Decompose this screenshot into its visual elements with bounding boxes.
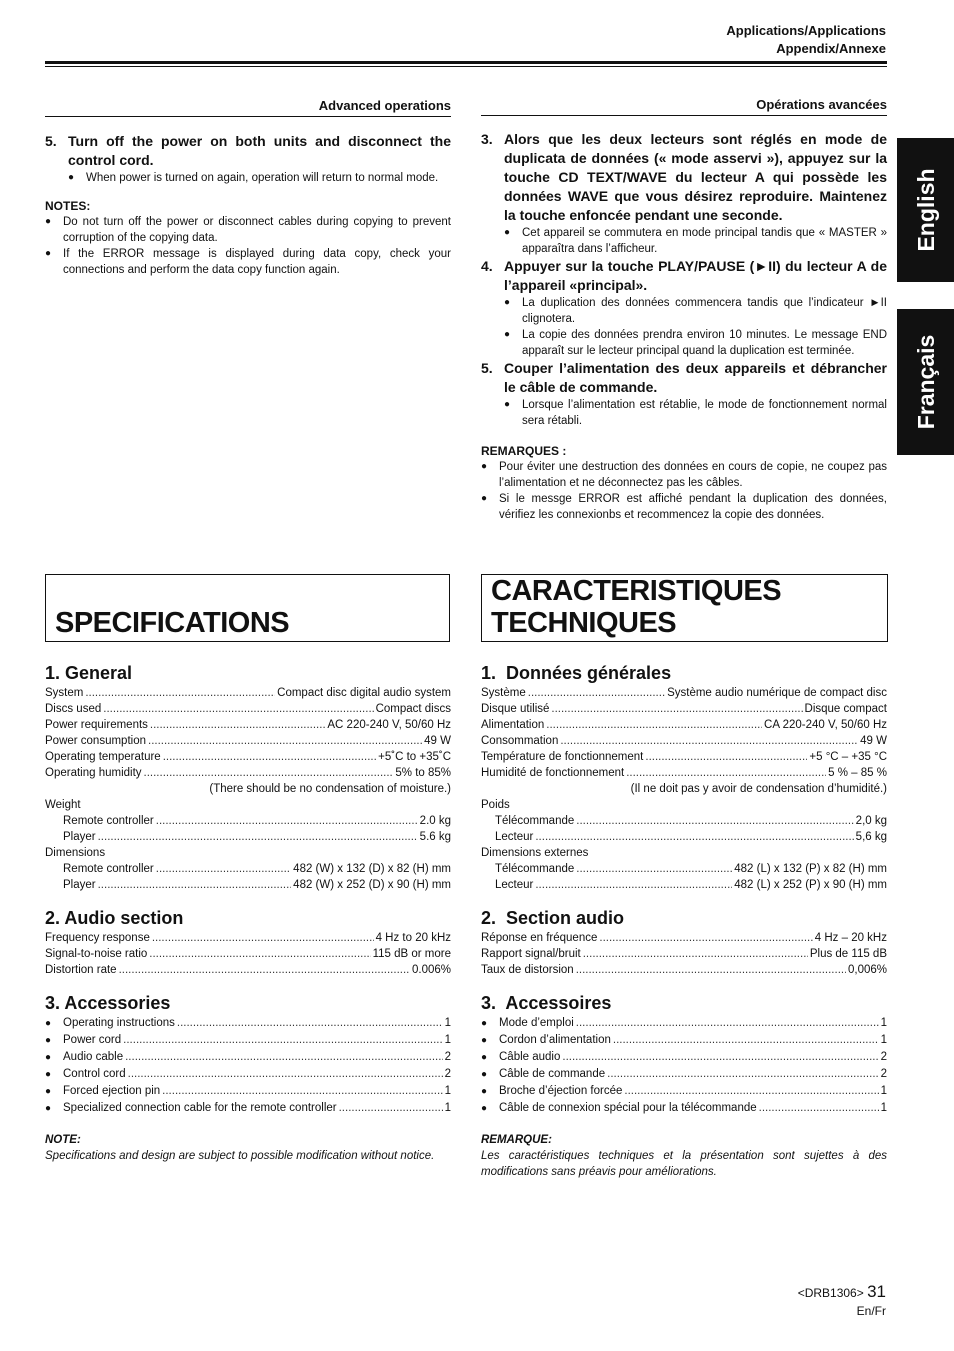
spec-label: Player: [63, 831, 96, 843]
section-title: Opérations avancées: [481, 97, 887, 116]
spec-value: 5,6 kg: [855, 831, 887, 843]
page-number: 31: [867, 1282, 886, 1301]
step-4: [481, 257, 887, 295]
notes-title: NOTES:: [45, 199, 91, 213]
accessory-row: [45, 1015, 451, 1032]
step-text: Alors que les deux lecteurs sont réglés en mode de duplicata de données (« mode asservi »), appuyez sur la touche CD TEXT/WAVE du lecteur A qui possède les données WAVE que vous désirez reproduire. Maintenez la touche enfoncée pendant une seconde.: [504, 131, 887, 223]
bullet-icon: ●: [45, 1052, 52, 1063]
step-bullet: [481, 225, 887, 257]
spec-label: Forced ejection pin: [63, 1085, 161, 1097]
general-title: 1. General: [45, 663, 133, 683]
header-line-1: Applications/Applications: [726, 23, 886, 38]
accessory-row: [481, 1100, 887, 1117]
step-text: Couper l’alimentation des deux appareils et débrancher le câble de commande.: [504, 360, 887, 395]
spec-value: 0.006%: [411, 964, 451, 976]
accessory-row: [45, 1100, 451, 1117]
spec-label: Player: [63, 879, 96, 891]
note-title: NOTE:: [45, 1134, 81, 1146]
bullet-icon: ●: [504, 227, 511, 238]
spec-value: 2.0 kg: [419, 815, 451, 827]
spec-row: [481, 765, 887, 781]
step-number: 5.: [481, 360, 493, 376]
spec-label: Control cord: [63, 1068, 126, 1080]
accessory-row: [481, 1083, 887, 1100]
note-text: If the ERROR message is displayed during data copy, check your connections and perform the data copy function again.: [63, 248, 451, 276]
advanced-operations-fr: [481, 97, 887, 523]
spec-label: Lecteur: [495, 831, 534, 843]
spec-value: 1: [444, 1085, 451, 1097]
spec-label: Réponse en fréquence: [481, 932, 598, 944]
step-text: Appuyer sur la touche PLAY/PAUSE (►II) du lecteur A de l’appareil «principal».: [504, 258, 887, 293]
spec-value: 2: [880, 1068, 887, 1080]
step-bullet: [45, 170, 451, 186]
spec-label: Câble de commande: [499, 1068, 606, 1080]
bullet-icon: ●: [481, 1052, 488, 1063]
remarque-title: REMARQUE:: [481, 1134, 552, 1146]
step-5: [481, 359, 887, 397]
spec-value: 4 Hz to 20 kHz: [375, 932, 451, 944]
bullet-icon: ●: [45, 248, 52, 259]
language-code: En/Fr: [856, 1304, 886, 1318]
remarque-text: Les caractéristiques techniques et la présentation sont sujettes à des modifications sans préavis pour améliorations.: [481, 1150, 887, 1178]
dimensions-title: Dimensions: [45, 847, 106, 859]
accessory-row: [481, 1066, 887, 1083]
step-number: 3.: [481, 131, 493, 147]
spec-label: Operating temperature: [45, 751, 161, 763]
spec-value: +5˚C to +35˚C: [378, 751, 451, 763]
spec-row: [45, 749, 451, 765]
spec-value: Plus de 115 dB: [809, 948, 887, 960]
spec-row: [45, 813, 451, 829]
specifications-fr: [481, 662, 887, 1180]
step-number: 4.: [481, 258, 493, 274]
accessory-row: [481, 1032, 887, 1049]
spec-label: Câble audio: [499, 1051, 561, 1063]
header-rule-thin: [45, 66, 887, 67]
spec-row: [481, 749, 887, 765]
spec-row: [45, 861, 451, 877]
page-header: [726, 22, 886, 58]
spec-label: Humidité de fonctionnement: [481, 767, 625, 779]
advanced-operations-en: [45, 98, 451, 278]
spec-label: Alimentation: [481, 719, 545, 731]
spec-row: [481, 962, 887, 978]
spec-row: [481, 701, 887, 717]
accessory-row: [45, 1049, 451, 1066]
step-5: [45, 132, 451, 170]
spec-label: Power cord: [63, 1034, 122, 1046]
spec-label: Remote controller: [63, 815, 154, 827]
step-text: Turn off the power on both units and disconnect the control cord.: [68, 133, 451, 168]
spec-label: Température de fonctionnement: [481, 751, 644, 763]
spec-value: 1: [444, 1034, 451, 1046]
bullet-icon: ●: [45, 1035, 52, 1046]
bullet-icon: ●: [481, 1018, 488, 1029]
bullet-icon: ●: [481, 1035, 488, 1046]
step-bullet: [481, 295, 887, 327]
spec-label: Lecteur: [495, 879, 534, 891]
spec-label: Mode d’emploi: [499, 1017, 574, 1029]
bullet-icon: ●: [481, 493, 488, 504]
tab-francais[interactable]: [897, 309, 954, 455]
bullet-icon: ●: [68, 172, 75, 183]
spec-value: Disque compact: [804, 703, 887, 715]
remark-item: [481, 459, 887, 491]
spec-value: 2: [444, 1051, 451, 1063]
specifications-title: SPECIFICATIONS: [55, 607, 290, 639]
spec-row: [481, 930, 887, 946]
spec-label: Broche d’éjection forcée: [499, 1085, 623, 1097]
spec-label: Cordon d’alimentation: [499, 1034, 611, 1046]
spec-value: 5% to 85%: [395, 767, 451, 779]
humidity-note: (There should be no condensation of moisture.): [209, 783, 451, 795]
doc-code: <DRB1306>: [797, 1286, 864, 1300]
spec-value: 482 (W) x 132 (D) x 82 (H) mm: [293, 863, 451, 875]
spec-value: 482 (W) x 252 (D) x 90 (H) mm: [293, 879, 451, 891]
step-3: [481, 130, 887, 225]
spec-value: 5 % – 85 %: [828, 767, 887, 779]
accessory-row: [481, 1015, 887, 1032]
audio-title: 2. Audio section: [45, 908, 184, 928]
spec-label: Télécommande: [495, 815, 575, 827]
spec-label: Remote controller: [63, 863, 154, 875]
spec-value: 1: [444, 1102, 451, 1114]
bullet-icon: ●: [45, 216, 52, 227]
spec-row: [45, 829, 451, 845]
step-number: 5.: [45, 133, 57, 149]
bullet-text: Cet appareil se commutera en mode principal tandis que « MASTER » apparaîtra dans l’afficheur.: [522, 227, 887, 255]
spec-value: 115 dB or more: [372, 948, 451, 960]
section-title: Advanced operations: [45, 98, 451, 117]
bullet-icon: ●: [481, 1069, 488, 1080]
bullet-text: La copie des données prendra environ 10 minutes. Le message END apparaît sur le lecteur principal quand la duplication est terminée.: [522, 329, 887, 357]
spec-value: AC 220-240 V, 50/60 Hz: [327, 719, 451, 731]
spec-value: 1: [880, 1034, 887, 1046]
accessories-title: 3. Accessories: [45, 993, 171, 1013]
spec-label: Télécommande: [495, 863, 575, 875]
header-line-2: Appendix/Annexe: [776, 41, 886, 56]
spec-label: Signal-to-noise ratio: [45, 948, 148, 960]
spec-row: [481, 813, 887, 829]
spec-row: [45, 733, 451, 749]
tab-english[interactable]: [897, 138, 954, 282]
bullet-icon: ●: [504, 399, 511, 410]
spec-value: 0,006%: [847, 964, 887, 976]
spec-value: 2,0 kg: [855, 815, 887, 827]
spec-value: 482 (L) x 132 (P) x 82 (H) mm: [734, 863, 887, 875]
spec-row: [481, 861, 887, 877]
spec-value: 1: [880, 1102, 887, 1114]
bullet-icon: ●: [504, 329, 511, 340]
caracteristiques-title: [491, 575, 781, 639]
spec-row: [481, 733, 887, 749]
tab-english-label: English: [912, 168, 939, 252]
spec-label: Distortion rate: [45, 964, 117, 976]
header-rule-thick: [45, 61, 887, 64]
accessories-title: 3. Accessoires: [481, 993, 612, 1013]
spec-value: 2: [880, 1051, 887, 1063]
spec-label: Specialized connection cable for the remote controller: [63, 1102, 337, 1114]
title-line-1: CARACTERISTIQUES: [491, 575, 782, 607]
bullet-icon: ●: [45, 1069, 52, 1080]
accessory-row: [45, 1083, 451, 1100]
bullet-text: Lorsque l’alimentation est rétablie, le mode de fonctionnement normal sera rétabli.: [522, 399, 887, 427]
spec-label: Système: [481, 687, 526, 699]
spec-value: 2: [444, 1068, 451, 1080]
spec-value: 1: [444, 1017, 451, 1029]
spec-row: [45, 765, 451, 781]
spec-label: Operating humidity: [45, 767, 142, 779]
spec-value: 1: [880, 1017, 887, 1029]
audio-title: 2. Section audio: [481, 908, 625, 928]
title-line-2: TECHNIQUES: [491, 607, 677, 639]
accessory-row: [45, 1066, 451, 1083]
spec-value: CA 220-240 V, 50/60 Hz: [764, 719, 887, 731]
bullet-icon: ●: [45, 1086, 52, 1097]
humidity-note: (Il ne doit pas y avoir de condensation d’humidité.): [630, 783, 887, 795]
weight-title: Weight: [45, 799, 81, 811]
spec-row: [45, 930, 451, 946]
spec-row: [45, 717, 451, 733]
spec-row: [481, 946, 887, 962]
accessory-row: [45, 1032, 451, 1049]
spec-row: [481, 877, 887, 893]
caracteristiques-title-box: [481, 574, 888, 642]
spec-value: 49 W: [860, 735, 887, 747]
spec-row: [45, 685, 451, 701]
weight-title: Poids: [481, 799, 510, 811]
spec-row: [45, 877, 451, 893]
spec-label: Audio cable: [63, 1051, 124, 1063]
remark-text: Si le messge ERROR est affiché pendant la duplication des données, vérifiez les connexionbs et recommencez la copie des données.: [499, 493, 887, 521]
spec-label: Operating instructions: [63, 1017, 175, 1029]
spec-label: Câble de connexion spécial pour la télécommande: [499, 1102, 757, 1114]
accessory-row: [481, 1049, 887, 1066]
note-item: [45, 214, 451, 246]
spec-value: 49 W: [424, 735, 451, 747]
note-text: Specifications and design are subject to possible modification without notice.: [45, 1150, 435, 1162]
spec-row: [481, 717, 887, 733]
spec-label: Taux de distorsion: [481, 964, 574, 976]
spec-row: [481, 829, 887, 845]
spec-label: Power consumption: [45, 735, 146, 747]
note-text: Do not turn off the power or disconnect cables during copying to prevent corruption of the copying data.: [63, 216, 451, 244]
bullet-text: La duplication des données commencera tandis que l’indicateur ►II clignotera.: [522, 297, 887, 325]
spec-row: [481, 685, 887, 701]
spec-row: [45, 962, 451, 978]
bullet-icon: ●: [504, 297, 511, 308]
remark-item: [481, 491, 887, 523]
spec-row: [45, 946, 451, 962]
bullet-icon: ●: [45, 1103, 52, 1114]
general-title: 1. Données générales: [481, 663, 672, 683]
spec-value: 1: [880, 1085, 887, 1097]
remark-text: Pour éviter une destruction des données en cours de copie, ne coupez pas l’alimentation et ne déconnectez pas les câbles.: [499, 461, 887, 489]
remarks-title: REMARQUES :: [481, 444, 567, 458]
spec-value: 482 (L) x 252 (P) x 90 (H) mm: [734, 879, 887, 891]
spec-row: [45, 701, 451, 717]
spec-label: Rapport signal/bruit: [481, 948, 581, 960]
bullet-icon: ●: [481, 1086, 488, 1097]
spec-label: Consommation: [481, 735, 559, 747]
spec-value: Compact disc digital audio system: [277, 687, 451, 699]
specifications-en: [45, 662, 451, 1164]
bullet-icon: ●: [481, 461, 488, 472]
dimensions-title: Dimensions externes: [481, 847, 589, 859]
spec-value: 4 Hz – 20 kHz: [814, 932, 887, 944]
step-bullet: [481, 327, 887, 359]
spec-value: Système audio numérique de compact disc: [667, 687, 887, 699]
spec-label: Frequency response: [45, 932, 150, 944]
bullet-icon: ●: [481, 1103, 488, 1114]
bullet-text: When power is turned on again, operation will return to normal mode.: [86, 172, 439, 184]
bullet-icon: ●: [45, 1018, 52, 1029]
spec-value: +5 °C – +35 °C: [809, 751, 887, 763]
page-footer: [798, 1283, 886, 1320]
spec-value: 5.6 kg: [419, 831, 451, 843]
spec-value: Compact discs: [375, 703, 451, 715]
step-bullet: [481, 397, 887, 429]
spec-label: Power requirements: [45, 719, 148, 731]
note-item: [45, 246, 451, 278]
spec-label: System: [45, 687, 84, 699]
spec-label: Discs used: [45, 703, 102, 715]
spec-label: Disque utilisé: [481, 703, 550, 715]
tab-francais-label: Français: [912, 334, 939, 430]
specifications-title-box: [45, 574, 450, 642]
